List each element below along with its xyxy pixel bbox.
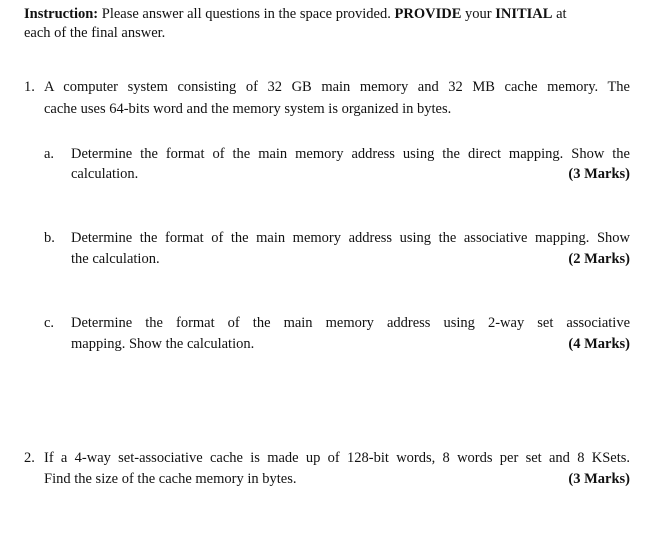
question-1c-line-1: Determine the format of the main memory address using 2-way set associative bbox=[71, 315, 630, 331]
question-1a-line-2: calculation. bbox=[71, 166, 139, 182]
instruction-text-3: at bbox=[552, 6, 567, 22]
question-2-marks: (3 Marks) bbox=[568, 471, 630, 487]
instruction-text-2: your bbox=[461, 6, 496, 22]
question-1c-letter: c. bbox=[44, 315, 55, 331]
question-2-line-1: If a 4-way set-associative cache is made up of 128-bit words, 8 words per set and 8 KSets. bbox=[44, 450, 630, 466]
question-1-line-2: cache uses 64-bits word and the memory system is organized in bytes. bbox=[44, 101, 452, 117]
question-1a-marks: (3 Marks) bbox=[568, 166, 630, 182]
question-2-number: 2. bbox=[24, 450, 35, 466]
question-1-line-1: A computer system consisting of 32 GB main memory and 32 MB cache memory. The bbox=[44, 79, 630, 95]
question-1c-line-2: mapping. Show the calculation. bbox=[71, 336, 255, 352]
instruction-line-1 bbox=[24, 4, 630, 24]
instruction-text-1: Please answer all questions in the space provided. bbox=[98, 6, 395, 22]
question-1b-letter: b. bbox=[44, 230, 55, 246]
instruction-provide: PROVIDE bbox=[394, 6, 462, 22]
instruction-line-2: each of the final answer. bbox=[24, 25, 166, 41]
question-2-line-2: Find the size of the cache memory in bytes. bbox=[44, 471, 297, 487]
instruction-label: Instruction: bbox=[24, 6, 99, 22]
question-1a-letter: a. bbox=[44, 146, 55, 162]
question-1c-marks: (4 Marks) bbox=[568, 336, 630, 352]
question-1b-marks: (2 Marks) bbox=[568, 251, 630, 267]
question-1b-line-1: Determine the format of the main memory address using the associative mapping. Show bbox=[71, 230, 630, 246]
question-1a-line-1: Determine the format of the main memory address using the direct mapping. Show the bbox=[71, 146, 630, 162]
question-1b-line-2: the calculation. bbox=[71, 251, 160, 267]
instruction-initial: INITIAL bbox=[495, 6, 553, 22]
question-1-number: 1. bbox=[24, 79, 35, 95]
